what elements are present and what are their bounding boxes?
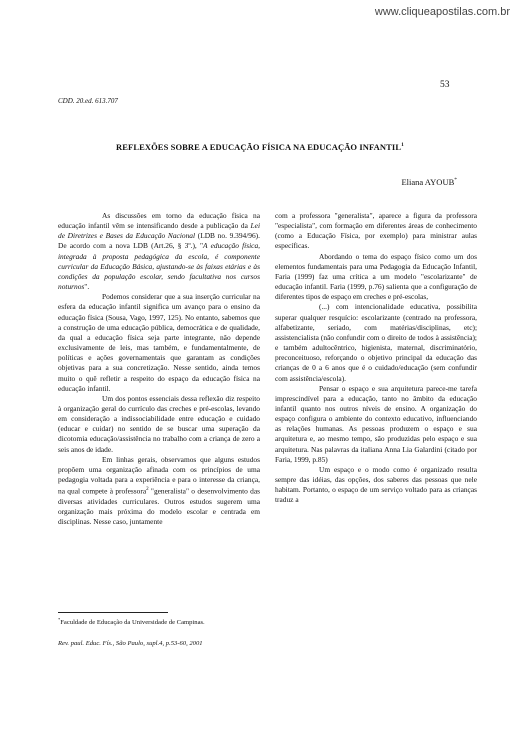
footnote-divider xyxy=(58,612,168,613)
author-name-text: Eliana AYOUB xyxy=(401,177,455,187)
block-quote-faria: (...) com intencionalidade educativa, possibilita superar qualquer resquício: escolarizante (centrado na professora, alfabetizante, seriado, com matérias/disciplinas, etc); assistencialista (não confundir com o direito de todos à assistência); e também adultocêntrico, higienista, maternal, discriminatório, preconceituoso, reforçando o objetivo principal da educação das crianças de 0 a 6 anos que é o cuidado/educação (sem confundir com assistência/escola). xyxy=(275,302,477,383)
left-column xyxy=(58,211,260,527)
footnote-text: Faculdade de Educação da Universidade de Campinas. xyxy=(60,619,205,627)
author-footnote-mark: * xyxy=(454,177,457,184)
paragraph-architecture: Pensar o espaço e sua arquitetura parece-me tarefa imprescindível para a educação, tanto no âmbito da educação infantil quanto nos outros níveis de ensino. A organização do espaço configura o ambiente do contexto educativo, influenciando as relações humanas. As pessoas produzem o espaço e sua arquitetura e, ao mesmo tempo, são produzidas pelo espaço e sua arquitetura. Nas palavras da italiana Anna Lia Galardini (citado por Faria, 1999, p.85) xyxy=(275,383,477,464)
footnote-mark: * xyxy=(58,617,61,622)
paragraph-curricular: Podemos considerar que a sua inserção curricular na esfera da educação infantil significa um avanço para o ensino da educação física (Sousa, Vago, 1997, 125). No entanto, sabemos que a construção de uma educação pública, democrática e de qualidade, da qual a educação física seja parte integrante, não depende exclusivamente de leis, mas também, e fundamentalmente, de políticas e ações governamentais que garantam as condições objetivas para a sua concretização. Nesse sentido, ainda temos muito o quê refletir a respeito do espaço da educação física na educação infantil. xyxy=(58,292,260,393)
italic-law-quote: A educação física, integrada à proposta pedagógica da escola, é componente curricular da Educação Básica, ajustando-se às faixas etárias e às condições da população escolar, sendo facultativa nos cursos noturnos xyxy=(58,241,260,292)
paragraph-text: Em linhas gerais, observamos que alguns estudos propõem uma organização afinada com os princípios de uma pedagogia voltada para a experiência e para o interesse da criança, na qual compete à professora xyxy=(58,454,260,496)
watermark-url: www.cliqueapostilas.com.br xyxy=(374,6,510,18)
author-name xyxy=(401,177,457,187)
paragraph-studies xyxy=(58,455,260,528)
footnote xyxy=(58,617,205,626)
title-footnote-mark: 1 xyxy=(401,142,404,149)
right-column xyxy=(275,211,477,506)
paragraph-text: ". xyxy=(84,282,90,292)
paragraph-intro xyxy=(58,211,260,292)
footnote-mark: 2 xyxy=(146,487,149,493)
paragraph-continuation: com a professora "generalista", aparece a figura da professora "especialista", com formação em diferentes áreas de conhecimento (como a Educação Física, por exemplo) para ministrar aulas específicas. xyxy=(275,211,477,251)
paragraph-organization: Um dos pontos essenciais dessa reflexão diz respeito à organização geral do currículo das creches e pré-escolas, levando em consideração a indissociabilidade entre educação e cuidado (educar e cuidar) no sentido de se buscar uma superação da dicotomia educação/assistência no trabalho com a criança de zero a seis anos de idade. xyxy=(58,393,260,454)
paragraph-text: "generalista" o desenvolvimento das diversas atividades curriculares. Outros estudos sugerem uma organização mais próxima do modelo escolar e centrada em disciplinas. Nesse caso, juntamente xyxy=(58,486,260,527)
block-quote-galardini: Um espaço e o modo como é organizado resulta sempre das idéias, das opções, dos saberes das pessoas que nele habitam. Portanto, o espaço de um serviço voltado para as crianças traduz a xyxy=(275,464,477,505)
paragraph-text: (LDB no. 9.394/96). De acordo com a nova LDB (Art.26, § 3º.), " xyxy=(58,231,260,251)
italic-law-title: Lei de Diretrizes e Bases da Educação Nacional xyxy=(58,221,260,241)
page-number: 53 xyxy=(440,80,450,90)
paragraph-text: As discussões em torno da educação física na educação infantil vêm se intensificando desde a publicação da xyxy=(58,211,260,231)
article-title-text: REFLEXÕES SOBRE A EDUCAÇÃO FÍSICA NA EDUCAÇÃO INFANTIL xyxy=(116,142,402,152)
cdd-classification: CDD. 20.ed. 613.707 xyxy=(58,97,118,105)
article-title xyxy=(0,142,520,152)
journal-reference: Rev. paul. Educ. Fís., São Paulo, supl.4, p.53-60, 2001 xyxy=(58,640,203,647)
paragraph-space: Abordando o tema do espaço físico como um dos elementos fundamentais para uma Pedagogia da Educação Infantil, Faria (1999) faz uma crítica a um modelo "escolarizante" de educação infantil. Faria (1999, p.76) salienta que a configuração de diferentes tipos de espaço em creches e pré-escolas, xyxy=(275,251,477,302)
